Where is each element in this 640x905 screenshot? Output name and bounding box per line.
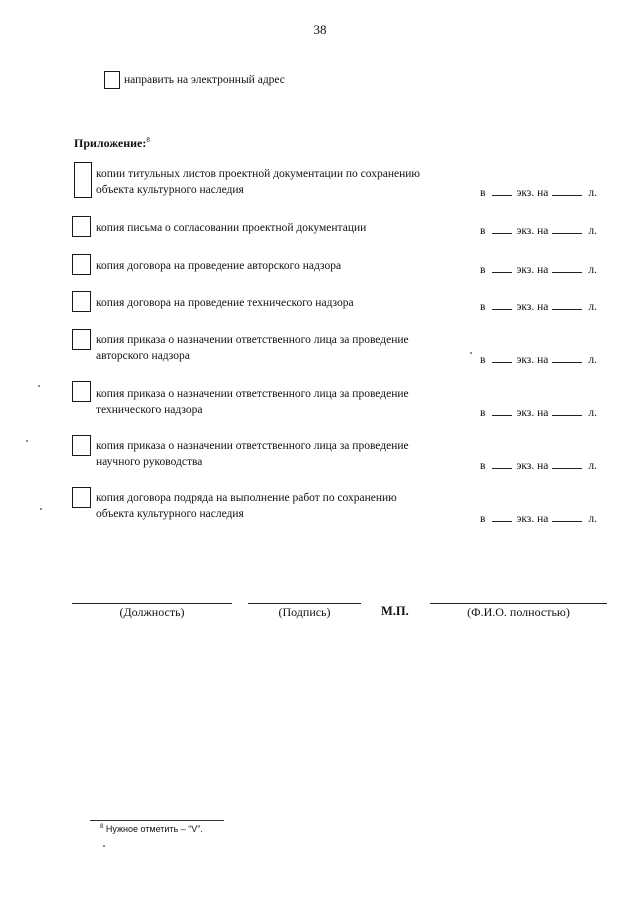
footnote-separator [90,820,224,821]
attachment-checkbox-works-contract[interactable] [72,487,91,508]
scan-speck [38,385,40,387]
attachment-line: копия приказа о назначении ответственного лица за проведение [96,440,409,452]
copies-count-blank[interactable] [492,352,512,363]
send-email-label: направить на электронный адрес [124,74,285,86]
copies-prefix: в [480,187,486,199]
attachment-line: копия договора на проведение авторского надзора [96,260,342,272]
attachment-checkbox-scientific-lead-order[interactable] [72,435,91,456]
attachment-checkbox-technical-supervision-order[interactable] [72,381,91,402]
attachment-line: копия приказа о назначении ответственного лица за проведение [96,388,409,400]
sheets-count-blank[interactable] [552,185,582,196]
copies-suffix: л. [588,460,597,472]
copies-prefix: в [480,225,486,237]
page-number: 38 [313,22,327,37]
attachment-checkbox-approval-letter[interactable] [72,216,91,237]
copies-suffix: л. [588,225,597,237]
copies-field-author-supervision-order [480,352,608,367]
copies-middle: экз. на [516,225,549,237]
attachment-line: копия договора подряда на выполнение работ по сохранению [96,492,397,504]
attachment-line: копии титульных листов проектной документации по сохранению [96,168,420,180]
copies-prefix: в [480,407,486,419]
copies-middle: экз. на [516,264,549,276]
attachment-line: копия письма о согласовании проектной документации [96,222,367,234]
copies-suffix: л. [588,407,597,419]
copies-count-blank[interactable] [492,262,512,273]
attachment-item-scientific-lead-order [96,438,409,470]
copies-suffix: л. [588,513,597,525]
signature-caption: (Подпись) [278,605,331,619]
copies-middle: экз. на [516,187,549,199]
attachment-checkbox-technical-supervision-contract[interactable] [72,291,91,312]
scan-speck [103,845,105,847]
attachment-line: объекта культурного наследия [96,184,244,196]
attachment-item-title-pages [96,166,420,198]
position-caption: (Должность) [119,605,185,619]
send-email-checkbox[interactable] [104,71,120,89]
attachment-line: научного руководства [96,456,203,468]
attachment-checkbox-author-supervision-order[interactable] [72,329,91,350]
copies-field-approval-letter [480,223,608,238]
copies-suffix: л. [588,264,597,276]
attachment-item-author-supervision-contract [96,258,341,274]
copies-field-title-pages [480,185,608,200]
copies-count-blank[interactable] [492,458,512,469]
sheets-count-blank[interactable] [552,405,582,416]
scan-speck [470,352,472,354]
attachment-line: технического надзора [96,404,203,416]
footnote-text: Нужное отметить – “V”. [105,824,203,834]
copies-field-scientific-lead-order [480,458,608,473]
attachment-item-approval-letter [96,220,366,236]
sheets-count-blank[interactable] [552,262,582,273]
copies-prefix: в [480,301,486,313]
attachment-checkbox-title-pages[interactable] [74,162,92,198]
copies-field-technical-supervision-contract [480,299,608,314]
stamp-label: М.П. [381,604,409,618]
scan-speck [40,508,42,510]
copies-suffix: л. [588,354,597,366]
sheets-count-blank[interactable] [552,458,582,469]
copies-count-blank[interactable] [492,405,512,416]
attachment-line: авторского надзора [96,350,190,362]
copies-count-blank[interactable] [492,511,512,522]
copies-middle: экз. на [516,513,549,525]
copies-suffix: л. [588,301,597,313]
attachment-item-works-contract [96,490,397,522]
copies-prefix: в [480,460,486,472]
copies-field-author-supervision-contract [480,262,608,277]
attachment-item-technical-supervision-order [96,386,409,418]
copies-prefix: в [480,354,486,366]
copies-prefix: в [480,513,486,525]
copies-suffix: л. [588,187,597,199]
footnote-mark: 8 [100,824,104,830]
sheets-count-blank[interactable] [552,299,582,310]
attachment-line: копия договора на проведение технического надзора [96,297,354,309]
copies-prefix: в [480,264,486,276]
attachment-line: копия приказа о назначении ответственного лица за проведение [96,334,409,346]
position-signature-line[interactable] [72,603,232,604]
full-name-caption: (Ф.И.О. полностью) [467,605,570,619]
copies-middle: экз. на [516,301,549,313]
copies-field-technical-supervision-order [480,405,608,420]
scan-speck [26,440,28,442]
copies-count-blank[interactable] [492,223,512,234]
attachment-item-technical-supervision-contract [96,295,354,311]
full-name-signature-line[interactable] [430,603,607,604]
sheets-count-blank[interactable] [552,352,582,363]
heading-footnote-mark: 8 [146,136,150,144]
copies-count-blank[interactable] [492,299,512,310]
copies-middle: экз. на [516,354,549,366]
copies-count-blank[interactable] [492,185,512,196]
footnote [100,824,203,834]
sheets-count-blank[interactable] [552,511,582,522]
copies-middle: экз. на [516,460,549,472]
signature-line[interactable] [248,603,361,604]
attachments-heading-text: Приложение: [74,136,147,150]
attachment-item-author-supervision-order [96,332,409,364]
attachments-heading [74,136,150,151]
attachment-line: объекта культурного наследия [96,508,244,520]
attachment-checkbox-author-supervision-contract[interactable] [72,254,91,275]
copies-middle: экз. на [516,407,549,419]
sheets-count-blank[interactable] [552,223,582,234]
copies-field-works-contract [480,511,608,526]
